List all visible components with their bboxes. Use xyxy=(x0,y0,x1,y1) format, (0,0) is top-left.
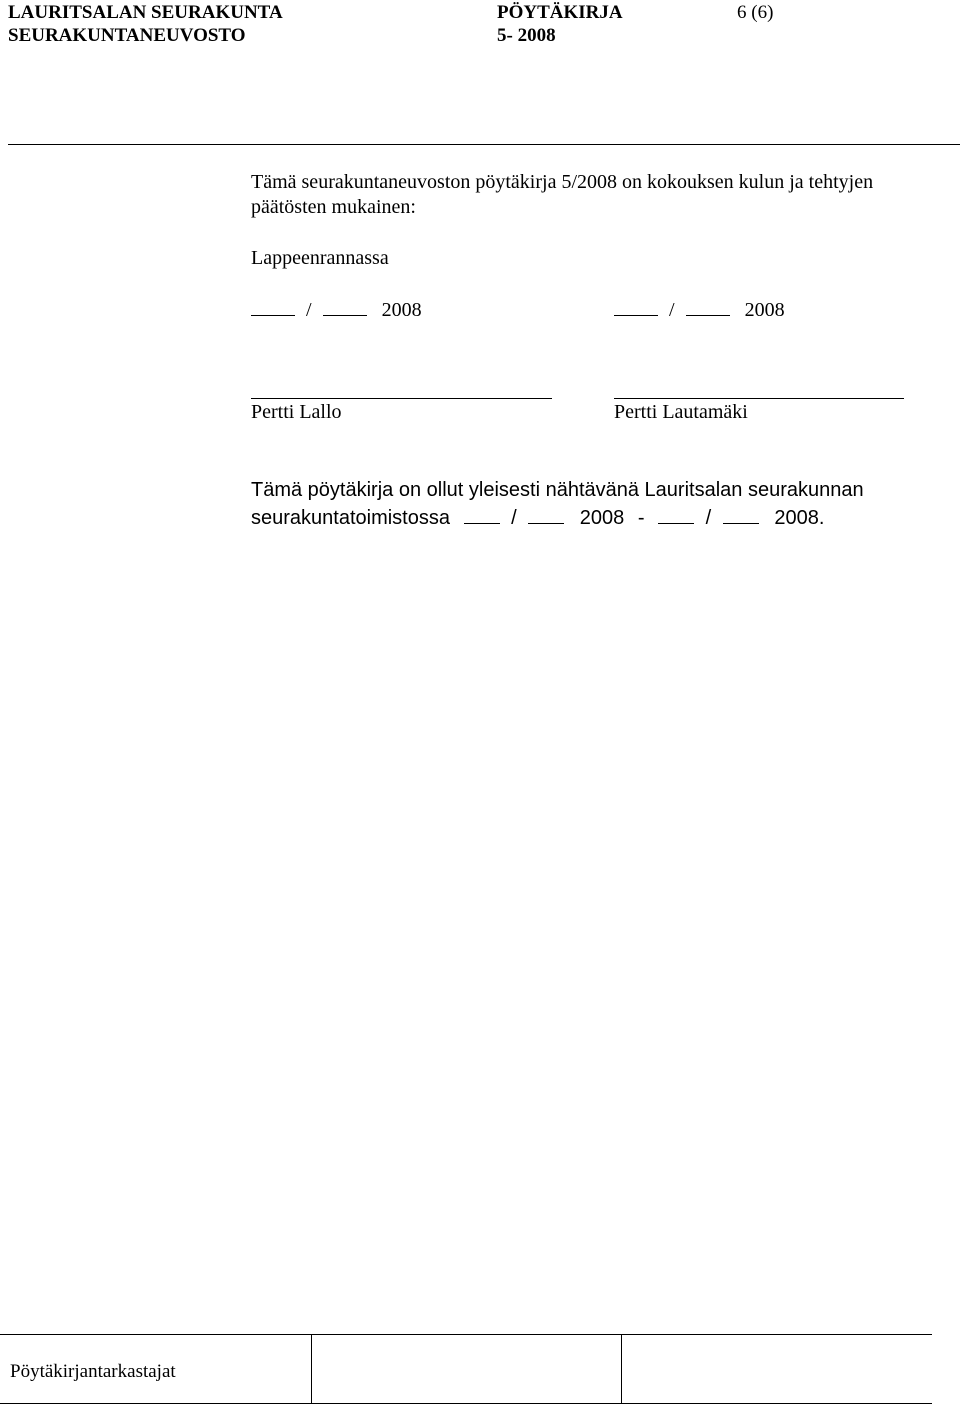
date-separator: / xyxy=(306,299,312,321)
range-dash: - xyxy=(637,507,645,529)
end-day-blank[interactable] xyxy=(658,505,694,524)
meeting-number: 5- 2008 xyxy=(497,25,556,46)
signature-line-1[interactable] xyxy=(251,398,552,399)
date-year: 2008 xyxy=(744,299,785,321)
month-blank[interactable] xyxy=(323,297,367,316)
month-blank[interactable] xyxy=(686,297,730,316)
date-line-left xyxy=(251,297,422,322)
place-name: Lappeenrannassa xyxy=(251,247,389,269)
attestation-line-2: päätösten mukainen: xyxy=(251,196,416,218)
day-blank[interactable] xyxy=(614,297,658,316)
start-month-blank[interactable] xyxy=(528,505,564,524)
start-separator: / xyxy=(511,507,517,529)
signer-name-1: Pertti Lallo xyxy=(251,401,342,423)
date-line-right xyxy=(614,297,785,322)
document-type: PÖYTÄKIRJA xyxy=(497,2,623,23)
header-divider xyxy=(8,144,960,145)
display-notice-line-2 xyxy=(251,505,824,530)
end-year: 2008. xyxy=(774,507,825,529)
attestation-line-1: Tämä seurakuntaneuvoston pöytäkirja 5/2008 on kokouksen kulun ja tehtyjen xyxy=(251,171,874,193)
day-blank[interactable] xyxy=(251,297,295,316)
body-name: SEURAKUNTANEUVOSTO xyxy=(8,25,246,46)
signature-line-2[interactable] xyxy=(614,398,904,399)
footer-cell-label xyxy=(0,1335,312,1403)
footer-cell-initials-2[interactable] xyxy=(622,1335,932,1403)
office-name: seurakuntatoimistossa xyxy=(251,507,450,529)
footer-label: Pöytäkirjantarkastajat xyxy=(10,1361,176,1382)
page-number: 6 (6) xyxy=(737,2,774,23)
footer-table xyxy=(0,1334,932,1404)
display-notice-line-1: Tämä pöytäkirja on ollut yleisesti nähtävänä Lauritsalan seurakunnan xyxy=(251,479,864,501)
start-day-blank[interactable] xyxy=(464,505,500,524)
end-month-blank[interactable] xyxy=(723,505,759,524)
organization-name: LAURITSALAN SEURAKUNTA xyxy=(8,2,283,23)
signer-name-2: Pertti Lautamäki xyxy=(614,401,748,423)
end-separator: / xyxy=(705,507,712,529)
footer-cell-initials-1[interactable] xyxy=(312,1335,622,1403)
date-separator: / xyxy=(669,299,675,321)
start-year: 2008 xyxy=(579,507,625,529)
date-year: 2008 xyxy=(381,299,422,321)
